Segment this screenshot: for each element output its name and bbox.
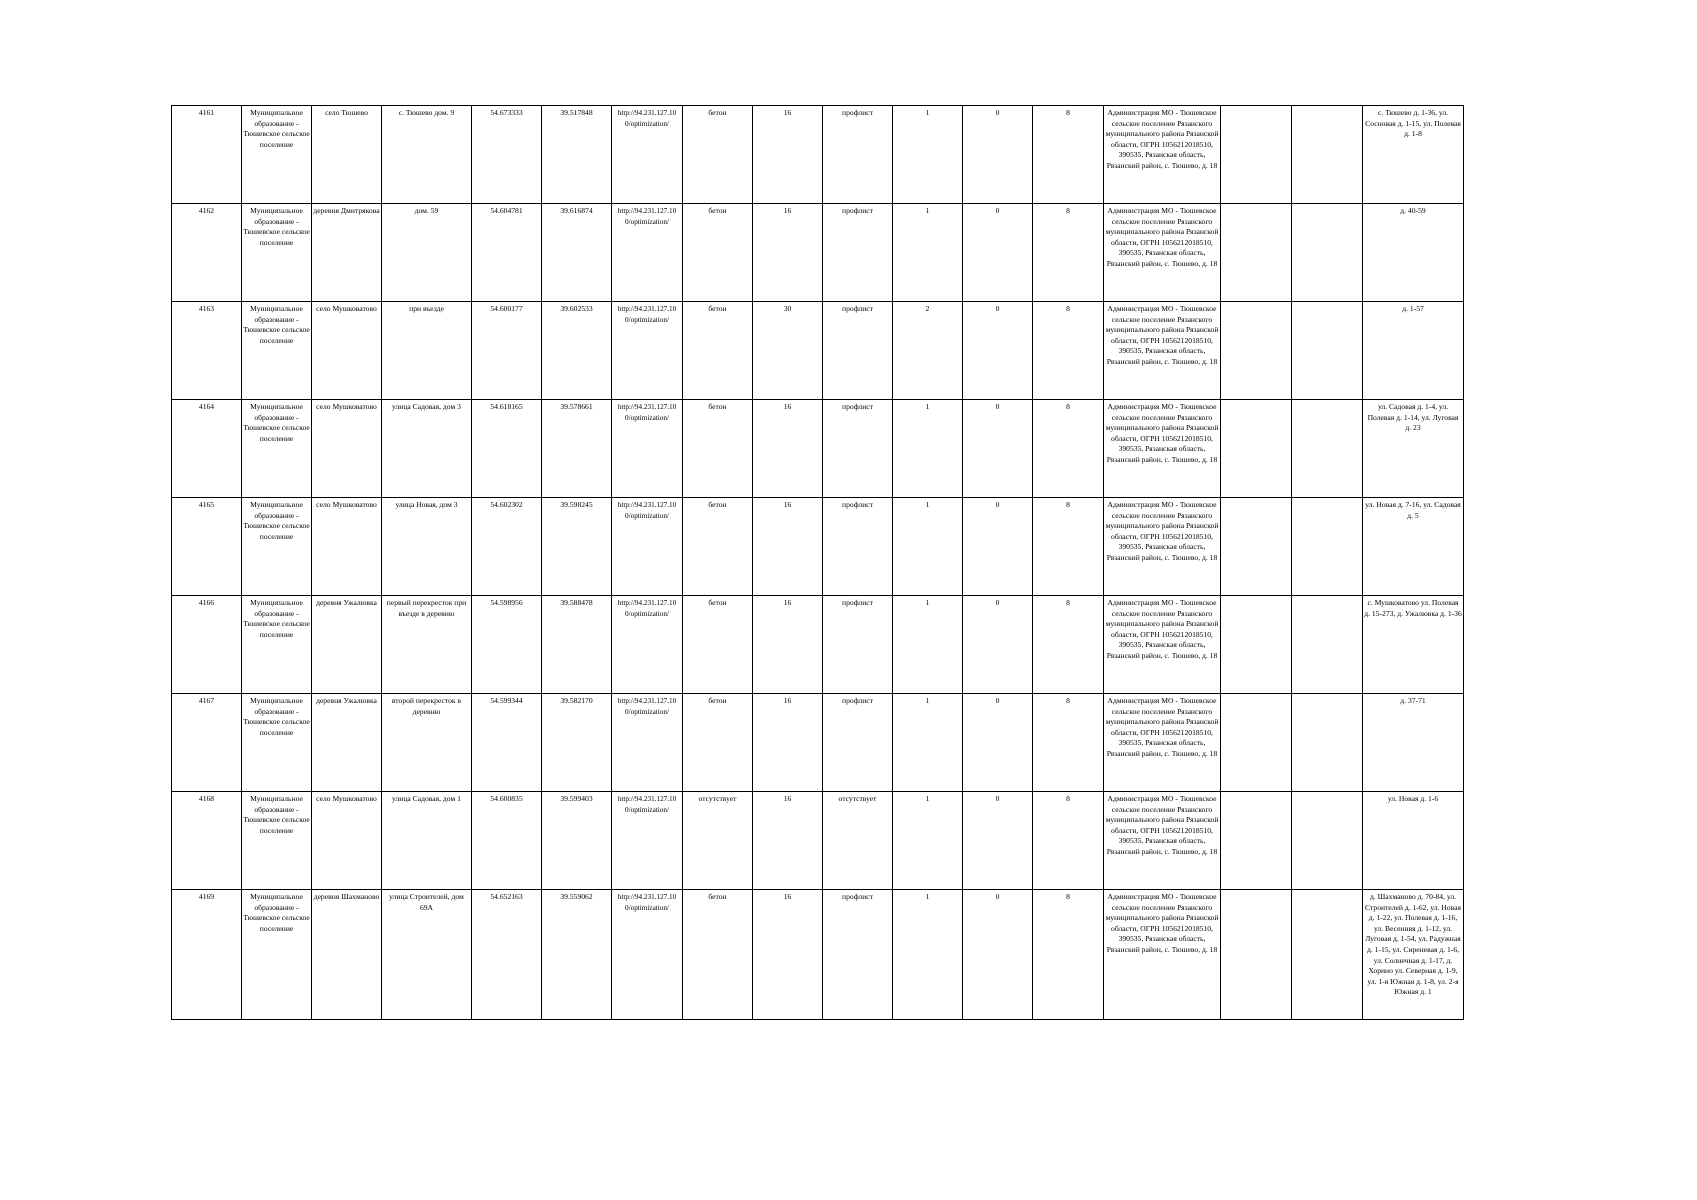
- owner-cell: Муниципальное образование - Тюшевское сельское поселение: [242, 596, 312, 694]
- longitude-cell: 39.602533: [542, 302, 612, 400]
- row-id: 4165: [172, 498, 242, 596]
- empty-cell: [1221, 498, 1292, 596]
- row-id: 4168: [172, 792, 242, 890]
- operator-cell: Администрация МО - Тюшевское сельское поселение Рязанского муниципального района Рязанской области, ОГРН 1056212018510, 390535, Рязанская область, Рязанский район, с. Тюшево, д. 18: [1104, 400, 1221, 498]
- address-cell: улица Садовая, дом 3: [382, 400, 472, 498]
- url-cell: http://94.231.127.10 0/optimization/: [612, 596, 683, 694]
- operator-cell: Администрация МО - Тюшевское сельское поселение Рязанского муниципального района Рязанской области, ОГРН 1056212018510, 390535, Рязанская область, Рязанский район, с. Тюшево, д. 18: [1104, 204, 1221, 302]
- url-cell: http://94.231.127.10 0/optimization/: [612, 400, 683, 498]
- owner-cell: Муниципальное образование - Тюшевское сельское поселение: [242, 498, 312, 596]
- fence-cell: отсутствует: [823, 792, 893, 890]
- latitude-cell: 54.602302: [472, 498, 542, 596]
- owner-cell: Муниципальное образование - Тюшевское сельское поселение: [242, 204, 312, 302]
- containers-count-cell: 1: [893, 890, 963, 1020]
- address-cell: улица Строителей, дом 69А: [382, 890, 472, 1020]
- longitude-cell: 39.582170: [542, 694, 612, 792]
- longitude-cell: 39.598245: [542, 498, 612, 596]
- empty-cell: [1221, 890, 1292, 1020]
- surface-cell: бетон: [683, 400, 753, 498]
- empty-cell: [1292, 204, 1363, 302]
- empty-cell: [1292, 302, 1363, 400]
- area-cell: 16: [753, 694, 823, 792]
- served-addresses-cell: д. 37-71: [1363, 694, 1464, 792]
- containers-count-cell: 1: [893, 694, 963, 792]
- surface-cell: отсутствует: [683, 792, 753, 890]
- empty-cell: [1221, 694, 1292, 792]
- fence-cell: профлист: [823, 694, 893, 792]
- planned-containers-cell: 0: [963, 694, 1033, 792]
- address-cell: дом. 59: [382, 204, 472, 302]
- latitude-cell: 54.599344: [472, 694, 542, 792]
- address-cell: с. Тюшево дом. 9: [382, 106, 472, 204]
- settlement-cell: село Мушковатово: [312, 400, 382, 498]
- address-cell: улица Садовая, дом 1: [382, 792, 472, 890]
- latitude-cell: 54.600835: [472, 792, 542, 890]
- planned-containers-cell: 0: [963, 792, 1033, 890]
- longitude-cell: 39.616874: [542, 204, 612, 302]
- longitude-cell: 39.599403: [542, 792, 612, 890]
- surface-cell: бетон: [683, 106, 753, 204]
- empty-cell: [1292, 106, 1363, 204]
- fence-cell: профлист: [823, 302, 893, 400]
- latitude-cell: 54.673333: [472, 106, 542, 204]
- settlement-cell: село Тюшево: [312, 106, 382, 204]
- empty-cell: [1292, 596, 1363, 694]
- volume-cell: 8: [1033, 890, 1104, 1020]
- row-id: 4163: [172, 302, 242, 400]
- operator-cell: Администрация МО - Тюшевское сельское поселение Рязанского муниципального района Рязанской области, ОГРН 1056212018510, 390535, Рязанская область, Рязанский район, с. Тюшево, д. 18: [1104, 890, 1221, 1020]
- fence-cell: профлист: [823, 890, 893, 1020]
- fence-cell: профлист: [823, 106, 893, 204]
- empty-cell: [1221, 302, 1292, 400]
- containers-count-cell: 1: [893, 204, 963, 302]
- settlement-cell: село Мушковатово: [312, 302, 382, 400]
- latitude-cell: 54.618165: [472, 400, 542, 498]
- planned-containers-cell: 0: [963, 498, 1033, 596]
- empty-cell: [1221, 400, 1292, 498]
- address-cell: улица Новая, дом 3: [382, 498, 472, 596]
- containers-count-cell: 1: [893, 596, 963, 694]
- served-addresses-cell: ул. Новая д. 7-16, ул. Садовая д. 5: [1363, 498, 1464, 596]
- containers-count-cell: 1: [893, 792, 963, 890]
- owner-cell: Муниципальное образование - Тюшевское сельское поселение: [242, 890, 312, 1020]
- latitude-cell: 54.604781: [472, 204, 542, 302]
- fence-cell: профлист: [823, 596, 893, 694]
- volume-cell: 8: [1033, 302, 1104, 400]
- planned-containers-cell: 0: [963, 400, 1033, 498]
- registry-body: [172, 106, 1464, 1020]
- operator-cell: Администрация МО - Тюшевское сельское поселение Рязанского муниципального района Рязанской области, ОГРН 1056212018510, 390535, Рязанская область, Рязанский район, с. Тюшево, д. 18: [1104, 302, 1221, 400]
- fence-cell: профлист: [823, 204, 893, 302]
- longitude-cell: 39.559062: [542, 890, 612, 1020]
- served-addresses-cell: д. Шахманово д. 70-84, ул. Строителей д. 1-62, ул. Новая д. 1-22, ул. Полевая д. 1-16, ул. Весенняя д. 1-12, ул. Луговая д. 1-54, ул. Радужная д. 1-15, ул. Сиреневая д. 1-6, ул. Солнечная д. 1-17, д. Хорино ул. Северная д. 1-9, ул. 1-я Южная д. 1-8, ул. 2-я Южная д. 1: [1363, 890, 1464, 1020]
- empty-cell: [1292, 890, 1363, 1020]
- settlement-cell: деревня Дмитрякова: [312, 204, 382, 302]
- planned-containers-cell: 0: [963, 204, 1033, 302]
- table-row: [172, 400, 1464, 498]
- settlement-cell: деревня Ужалювка: [312, 694, 382, 792]
- url-cell: http://94.231.127.10 0/optimization/: [612, 694, 683, 792]
- operator-cell: Администрация МО - Тюшевское сельское поселение Рязанского муниципального района Рязанской области, ОГРН 1056212018510, 390535, Рязанская область, Рязанский район, с. Тюшево, д. 18: [1104, 596, 1221, 694]
- owner-cell: Муниципальное образование - Тюшевское сельское поселение: [242, 302, 312, 400]
- area-cell: 16: [753, 498, 823, 596]
- empty-cell: [1292, 400, 1363, 498]
- containers-count-cell: 2: [893, 302, 963, 400]
- served-addresses-cell: д. 1-57: [1363, 302, 1464, 400]
- empty-cell: [1292, 694, 1363, 792]
- surface-cell: бетон: [683, 596, 753, 694]
- url-cell: http://94.231.127.10 0/optimization/: [612, 204, 683, 302]
- volume-cell: 8: [1033, 400, 1104, 498]
- address-cell: первый перекресток при въезде в деревню: [382, 596, 472, 694]
- fence-cell: профлист: [823, 498, 893, 596]
- row-id: 4166: [172, 596, 242, 694]
- volume-cell: 8: [1033, 204, 1104, 302]
- volume-cell: 8: [1033, 596, 1104, 694]
- volume-cell: 8: [1033, 694, 1104, 792]
- address-cell: при въезде: [382, 302, 472, 400]
- owner-cell: Муниципальное образование - Тюшевское сельское поселение: [242, 792, 312, 890]
- longitude-cell: 39.588478: [542, 596, 612, 694]
- area-cell: 16: [753, 400, 823, 498]
- surface-cell: бетон: [683, 498, 753, 596]
- row-id: 4167: [172, 694, 242, 792]
- settlement-cell: село Мушковатово: [312, 498, 382, 596]
- settlement-cell: деревня Шахманово: [312, 890, 382, 1020]
- area-cell: 16: [753, 792, 823, 890]
- surface-cell: бетон: [683, 204, 753, 302]
- empty-cell: [1221, 106, 1292, 204]
- empty-cell: [1292, 498, 1363, 596]
- table-row: [172, 498, 1464, 596]
- registry-table: [171, 105, 1464, 1020]
- owner-cell: Муниципальное образование - Тюшевское сельское поселение: [242, 400, 312, 498]
- surface-cell: бетон: [683, 302, 753, 400]
- containers-count-cell: 1: [893, 106, 963, 204]
- owner-cell: Муниципальное образование - Тюшевское сельское поселение: [242, 694, 312, 792]
- surface-cell: бетон: [683, 694, 753, 792]
- operator-cell: Администрация МО - Тюшевское сельское поселение Рязанского муниципального района Рязанской области, ОГРН 1056212018510, 390535, Рязанская область, Рязанский район, с. Тюшево, д. 18: [1104, 792, 1221, 890]
- url-cell: http://94.231.127.10 0/optimization/: [612, 792, 683, 890]
- url-cell: http://94.231.127.10 0/optimization/: [612, 890, 683, 1020]
- settlement-cell: деревня Ужалювка: [312, 596, 382, 694]
- owner-cell: Муниципальное образование - Тюшевское сельское поселение: [242, 106, 312, 204]
- table-row: [172, 890, 1464, 1020]
- empty-cell: [1292, 792, 1363, 890]
- volume-cell: 8: [1033, 106, 1104, 204]
- area-cell: 30: [753, 302, 823, 400]
- longitude-cell: 39.578661: [542, 400, 612, 498]
- served-addresses-cell: д. 40-59: [1363, 204, 1464, 302]
- row-id: 4164: [172, 400, 242, 498]
- volume-cell: 8: [1033, 498, 1104, 596]
- latitude-cell: 54.600177: [472, 302, 542, 400]
- empty-cell: [1221, 596, 1292, 694]
- table-row: [172, 204, 1464, 302]
- volume-cell: 8: [1033, 792, 1104, 890]
- table-row: [172, 106, 1464, 204]
- served-addresses-cell: ул. Новая д. 1-6: [1363, 792, 1464, 890]
- table-row: [172, 302, 1464, 400]
- table-row: [172, 694, 1464, 792]
- operator-cell: Администрация МО - Тюшевское сельское поселение Рязанского муниципального района Рязанской области, ОГРН 1056212018510, 390535, Рязанская область, Рязанский район, с. Тюшево, д. 18: [1104, 498, 1221, 596]
- surface-cell: бетон: [683, 890, 753, 1020]
- planned-containers-cell: 0: [963, 890, 1033, 1020]
- served-addresses-cell: ул. Садовая д. 1-4, ул. Полевая д. 1-14, ул. Луговая д. 23: [1363, 400, 1464, 498]
- table-row: [172, 596, 1464, 694]
- area-cell: 16: [753, 596, 823, 694]
- containers-count-cell: 1: [893, 498, 963, 596]
- latitude-cell: 54.598956: [472, 596, 542, 694]
- row-id: 4162: [172, 204, 242, 302]
- settlement-cell: село Мушковатово: [312, 792, 382, 890]
- planned-containers-cell: 0: [963, 106, 1033, 204]
- planned-containers-cell: 0: [963, 302, 1033, 400]
- served-addresses-cell: с. Тюшево д. 1-36, ул. Сосновая д. 1-15, ул. Полевая д. 1-8: [1363, 106, 1464, 204]
- row-id: 4169: [172, 890, 242, 1020]
- address-cell: второй перекресток в деревню: [382, 694, 472, 792]
- table-row: [172, 792, 1464, 890]
- latitude-cell: 54.652163: [472, 890, 542, 1020]
- url-cell: http://94.231.127.10 0/optimization/: [612, 106, 683, 204]
- row-id: 4161: [172, 106, 242, 204]
- operator-cell: Администрация МО - Тюшевское сельское поселение Рязанского муниципального района Рязанской области, ОГРН 1056212018510, 390535, Рязанская область, Рязанский район, с. Тюшево, д. 18: [1104, 106, 1221, 204]
- area-cell: 16: [753, 890, 823, 1020]
- url-cell: http://94.231.127.10 0/optimization/: [612, 302, 683, 400]
- empty-cell: [1221, 204, 1292, 302]
- planned-containers-cell: 0: [963, 596, 1033, 694]
- area-cell: 16: [753, 204, 823, 302]
- empty-cell: [1221, 792, 1292, 890]
- area-cell: 16: [753, 106, 823, 204]
- fence-cell: профлист: [823, 400, 893, 498]
- containers-count-cell: 1: [893, 400, 963, 498]
- operator-cell: Администрация МО - Тюшевское сельское поселение Рязанского муниципального района Рязанской области, ОГРН 1056212018510, 390535, Рязанская область, Рязанский район, с. Тюшево, д. 18: [1104, 694, 1221, 792]
- served-addresses-cell: с. Мушковатово ул. Полевая д. 15-273, д. Ужалювка д. 1-36: [1363, 596, 1464, 694]
- url-cell: http://94.231.127.10 0/optimization/: [612, 498, 683, 596]
- longitude-cell: 39.517848: [542, 106, 612, 204]
